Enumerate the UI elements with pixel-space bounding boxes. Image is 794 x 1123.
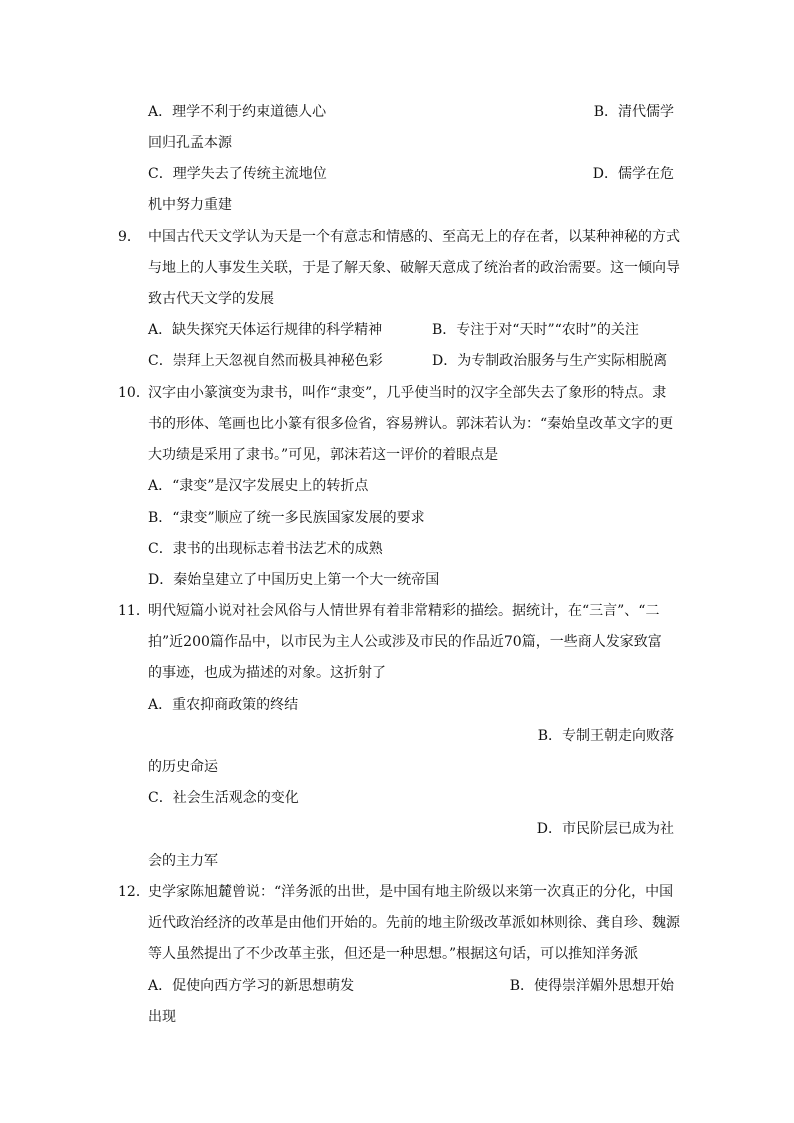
q12-stem-text-3: 等人虽然提出了不少改革主张，但还是一种思想。”根据这句话，可以推知洋务派 bbox=[148, 946, 639, 962]
q11-option-b: B．专制王朝走向败落 bbox=[537, 728, 674, 744]
q10-stem-line-1 bbox=[0, 382, 794, 404]
q8-option-b-wrap: 回归孔孟本源 bbox=[148, 135, 232, 151]
q8-option-d: D．儒学在危 bbox=[592, 166, 674, 182]
q8-options-row-2 bbox=[0, 132, 794, 154]
q10-option-b-row bbox=[0, 507, 794, 529]
q10-stem-line-3 bbox=[0, 444, 794, 466]
q12-stem-line-1 bbox=[0, 881, 794, 903]
q11-option-a-row bbox=[0, 694, 794, 716]
q9-option-c: C．崇拜上天忽视自然而极具神秘色彩 bbox=[148, 353, 383, 369]
q12-option-a: A．促使向西方学习的新思想萌发 bbox=[148, 978, 355, 994]
q9-option-a: A．缺失探究天体运行规律的科学精神 bbox=[148, 322, 383, 338]
q9-number: 9． bbox=[118, 229, 141, 245]
q10-option-a: A．“隶变”是汉字发展史上的转折点 bbox=[148, 478, 369, 494]
q12-number: 12． bbox=[118, 884, 150, 900]
q11-option-b-row bbox=[0, 725, 794, 747]
q11-option-c: C．社会生活观念的变化 bbox=[148, 790, 299, 806]
q8-options-row-1 bbox=[0, 101, 794, 123]
q8-options-row-3 bbox=[0, 163, 794, 185]
q8-option-c: C．理学失去了传统主流地位 bbox=[148, 166, 327, 182]
q11-option-d-wrap: 会的主力军 bbox=[148, 853, 218, 869]
q11-stem-line-1 bbox=[0, 600, 794, 622]
q9-stem-text-3: 致古代天文学的发展 bbox=[148, 291, 274, 307]
q10-stem-text-3: 大功绩是采用了隶书。”可见，郭沫若这一评价的着眼点是 bbox=[148, 447, 499, 463]
q12-stem-line-2 bbox=[0, 912, 794, 934]
q10-stem-line-2 bbox=[0, 413, 794, 435]
q10-option-d-row bbox=[0, 569, 794, 591]
q9-stem-line-2 bbox=[0, 257, 794, 279]
q11-stem-line-3 bbox=[0, 662, 794, 684]
q9-options-row-1 bbox=[0, 319, 794, 341]
q11-option-d-wrap-row bbox=[0, 850, 794, 872]
q8-option-a: A．理学不利于约束道德人心 bbox=[148, 104, 327, 120]
q9-stem-line-1 bbox=[0, 226, 794, 248]
q9-stem-line-3 bbox=[0, 288, 794, 310]
q10-stem-text-2: 书的形体、笔画也比小篆有很多俭省，容易辨认。郭沫若认为：“秦始皇改革文字的更 bbox=[148, 416, 674, 432]
q8-options-row-4 bbox=[0, 194, 794, 216]
q8-option-d-wrap: 机中努力重建 bbox=[148, 197, 232, 213]
q11-number: 11． bbox=[118, 603, 150, 619]
q10-option-a-row bbox=[0, 475, 794, 497]
q12-options-row-2 bbox=[0, 1006, 794, 1028]
q11-option-d-row bbox=[0, 818, 794, 840]
q11-option-d: D．市民阶层已成为社 bbox=[536, 821, 674, 837]
q10-option-c-row bbox=[0, 538, 794, 560]
q11-stem-text-1: 明代短篇小说对社会风俗与人情世界有着非常精彩的描绘。据统计，在“三言”、“二 bbox=[148, 603, 660, 619]
q10-option-c: C．隶书的出现标志着书法艺术的成熟 bbox=[148, 541, 383, 557]
q11-stem-line-2 bbox=[0, 631, 794, 653]
q12-stem-line-3 bbox=[0, 943, 794, 965]
q10-option-d: D．秦始皇建立了中国历史上第一个大一统帝国 bbox=[148, 572, 440, 588]
q11-option-c-row bbox=[0, 787, 794, 809]
q9-stem-text-1: 中国古代天文学认为天是一个有意志和情感的、至高无上的存在者，以某种神秘的方式 bbox=[148, 229, 680, 245]
q11-option-b-wrap-row bbox=[0, 756, 794, 778]
q11-stem-text-3: 的事迹，也成为描述的对象。这折射了 bbox=[148, 665, 386, 681]
q10-stem-text-1: 汉字由小篆演变为隶书，叫作“隶变”，几乎使当时的汉字全部失去了象形的特点。隶 bbox=[148, 385, 667, 401]
q11-option-b-wrap: 的历史命运 bbox=[148, 759, 218, 775]
q12-option-b: B．使得崇洋媚外思想开始 bbox=[509, 978, 674, 994]
q11-stem-text-2: 拍”近200篇作品中，以市民为主人公或涉及市民的作品近70篇，一些商人发家致富 bbox=[148, 634, 662, 650]
q12-option-b-wrap: 出现 bbox=[148, 1009, 176, 1025]
q9-options-row-2 bbox=[0, 350, 794, 372]
q8-option-b: B．清代儒学 bbox=[593, 104, 674, 120]
q12-stem-text-2: 近代政治经济的改革是由他们开始的。先前的地主阶级改革派如林则徐、龚自珍、魏源 bbox=[148, 915, 680, 931]
q9-option-b: B．专注于对“天时”“农时”的关注 bbox=[432, 322, 639, 338]
q10-option-b: B．“隶变”顺应了统一多民族国家发展的要求 bbox=[148, 510, 425, 526]
q10-number: 10． bbox=[118, 385, 150, 401]
q12-options-row-1 bbox=[0, 975, 794, 997]
q9-stem-text-2: 与地上的人事发生关联，于是了解天象、破解天意成了统治者的政治需要。这一倾向导 bbox=[148, 260, 680, 276]
q11-option-a: A．重农抑商政策的终结 bbox=[148, 697, 299, 713]
q9-option-d: D．为专制政治服务与生产实际相脱离 bbox=[432, 353, 668, 369]
q12-stem-text-1: 史学家陈旭麓曾说：“洋务派的出世，是中国有地主阶级以来第一次真正的分化，中国 bbox=[148, 884, 674, 900]
